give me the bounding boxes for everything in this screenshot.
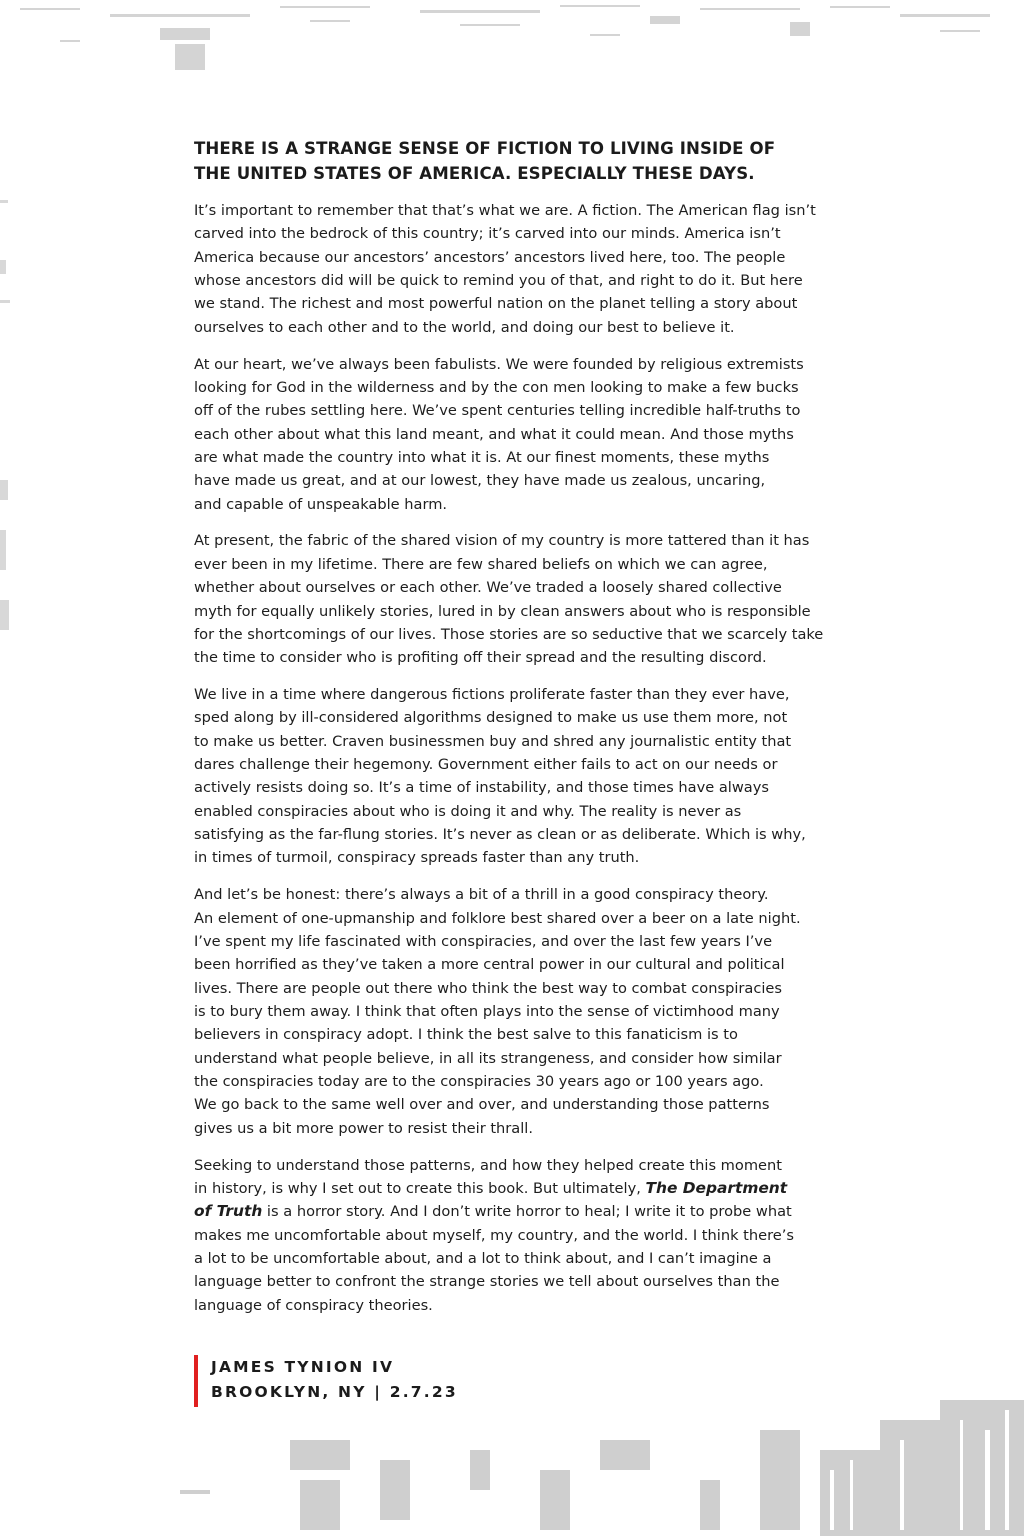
place-date: BROOKLYN, NY | 2.7.23 bbox=[211, 1383, 458, 1401]
book-title: The Department of Truth bbox=[194, 1178, 788, 1221]
letter-body bbox=[194, 136, 834, 1330]
paragraph-4: We live in a time where dangerous fictions proliferate faster than they ever have, sped along by ill-considered algorithms designed to make us use them more, not to make us better. Craven businessmen buy and shred any journalistic entity that dares challenge their hegemony. Government either fails to act on our needs or actively resists doing so. It’s a time of instability, and those times have always enabled conspiracies about who is doing it and why. The reality is never as satisfying as the far-flung stories. It’s never as clean or as deliberate. Which is why, in times of turmoil, conspiracy spreads faster than any truth. bbox=[194, 686, 806, 867]
paragraph-3: At present, the fabric of the shared vision of my country is more tattered than it has ever been in my lifetime. There are few shared beliefs on which we can agree, whether about ourselves or each other. We’ve traded a loosely shared collective myth for equally unlikely stories, lured in by clean answers about who is responsible for the shortcomings of our lives. Those stories are so seductive that we scarcely take the time to consider who is profiting off their spread and the resulting discord. bbox=[194, 532, 824, 667]
grunge-texture-left bbox=[0, 180, 14, 680]
paragraph-6-after: is a horror story. And I don’t write horror to heal; I write it to probe what makes me uncomfortable about myself, my country, and the world. I think there’s a lot to be uncomfortable about, and a lot to think about, and I can’t imagine a language better to confront the strange stories we tell about ourselves than the language of conspiracy theories. bbox=[194, 1203, 795, 1314]
author-name: JAMES TYNION IV bbox=[211, 1358, 395, 1376]
paragraph-6-before: Seeking to understand those patterns, and how they helped create this moment in history, is why I set out to create this book. But ultimately, bbox=[194, 1156, 782, 1197]
signature-block bbox=[194, 1355, 458, 1407]
grunge-texture-top bbox=[0, 0, 1024, 90]
paragraph-6 bbox=[194, 1154, 834, 1317]
headline: THERE IS A STRANGE SENSE OF FICTION TO LIVING INSIDE OF THE UNITED STATES OF AMERICA. ESPECIALLY THESE DAYS. bbox=[194, 139, 776, 183]
paragraph-5: And let’s be honest: there’s always a bit of a thrill in a good conspiracy theory. An element of one-upmanship and folklore best shared over a beer on a late night. I’ve spent my life fascinated with conspiracies, and over the last few years I’ve been horrified as they’ve taken a more central power in our cultural and political lives. There are people out there who think the best way to combat conspiracies is to bury them away. I think that often plays into the sense of victimhood many believers in conspiracy adopt. I think the best salve to this fanaticism is to understand what people believe, in all its strangeness, and consider how similar the conspiracies today are to the conspiracies 30 years ago or 100 years ago. We go back to the same well over and over, and understanding those patterns gives us a bit more power to resist their thrall. bbox=[194, 886, 801, 1137]
paragraph-1: It’s important to remember that that’s what we are. A fiction. The American flag isn’t carved into the bedrock of this country; it’s carved into our minds. America isn’t America because our ancestors’ ancestors’ ancestors lived here, too. The people whose ancestors did will be quick to remind you of that, and right to do it. But here we stand. The richest and most powerful nation on the planet telling a story about ourselves to each other and to the world, and doing our best to believe it. bbox=[194, 202, 816, 336]
grunge-texture-bottom bbox=[0, 1400, 1024, 1536]
paragraph-2: At our heart, we’ve always been fabulists. We were founded by religious extremists looking for God in the wilderness and by the con men looking to make a few bucks off of the rubes settling here. We’ve spent centuries telling incredible half-truths to each other about what this land meant, and what it could mean. And those myths are what made the country into what it is. At our finest moments, these myths have made us great, and at our lowest, they have made us zealous, uncaring, and capable of unspeakable harm. bbox=[194, 355, 804, 513]
